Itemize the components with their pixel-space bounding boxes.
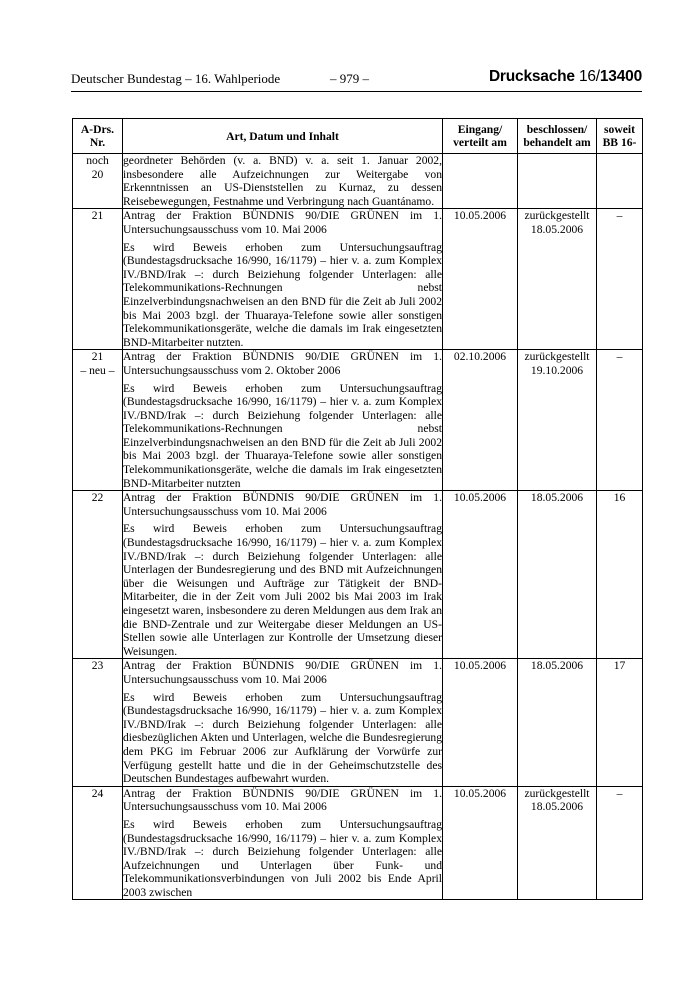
row-eingang: 10.05.2006 [443,786,518,900]
row-nr: 23 [73,659,123,786]
row-beschlossen [518,154,597,209]
row-content: geordneter Behörden (v. a. BND) v. a. seit 1. Januar 2002, insbesondere alle Aufzeichnungen zur Weitergabe von Erkenntnissen an US-Dienststellen zu Kurnaz, zu dessen Reisebewegungen, Festnahme und Verbringung nach Guantánamo. [123,154,442,208]
records-table [72,118,643,900]
header-drucksache [489,68,642,86]
table-row [73,491,643,659]
header-page-number: – 979 – [330,71,369,86]
row-beschlossen: 18.05.2006 [518,491,597,659]
table-header-row [73,119,643,154]
row-beschlossen: zurückgestellt 18.05.2006 [518,209,597,350]
row-nr: 21 – neu – [73,350,123,491]
table-row [73,209,643,350]
row-content: Antrag der Fraktion BÜNDNIS 90/DIE GRÜNEN im 1. Untersuchungsausschuss vom 10. Mai 2006 Es wird Beweis erhoben zum Untersuchungsauftrag (Bundestagsdrucksache 16/990, 16/1179) – hier v. a. zum Komplex IV./BND/Irak –: durch Beiziehung folgender Unterlagen: alle Telekommunikations-Rechnungen nebst Einzelverbindungsnachweisen an den BND für die Zeit ab Juli 2002 bis Mai 2003 bzgl. der Thuaraya-Telefone sowie aller sonstigen Telekommunikationsgeräte, welche die damals im Irak eingesetzten BND-Mitarbeiter nutzten. [123,209,442,349]
row-content: Antrag der Fraktion BÜNDNIS 90/DIE GRÜNEN im 1. Untersuchungsausschuss vom 10. Mai 2006 Es wird Beweis erhoben zum Untersuchungsauftrag (Bundestagsdrucksache 16/990, 16/1179) – hier v. a. zum Komplex IV./BND/Irak –: durch Beiziehung folgender Unterlagen: alle Unterlagen der Bundesregierung und des BND mit Aufzeichnungen über die Weisungen und Aufträge zur Tätigkeit der BND-Mitarbeiter, die in der Zeit vom Juli 2002 bis Mai 2003 im Irak eingesetzt waren, insbesondere zu deren Meldungen aus dem Irak an die BND-Zentrale und zur Weitergabe dieser Meldungen an US-Stellen sowie alle Unterlagen zur Kontrolle der Umsetzung dieser Weisungen. [123,491,442,658]
row-nr: 22 [73,491,123,659]
col-header-eingang: Eingang/ verteilt am [443,119,518,154]
row-content: Antrag der Fraktion BÜNDNIS 90/DIE GRÜNEN im 1. Untersuchungsausschuss vom 10. Mai 2006 Es wird Beweis erhoben zum Untersuchungsauftrag (Bundestagsdrucksache 16/990, 16/1179) – hier v. a. zum Komplex IV./BND/Irak –: durch Beiziehung folgender Unterlagen: alle diesbezüglichen Akten und Unterlagen, welche die Bundesregierung dem PKG im Februar 2006 zur Aufklärung der Vorwürfe zur Verfügung gestellt hatte und die in der Geheimschutzstelle des Deutschen Bundestages aufbewahrt wurden. [123,659,442,786]
table-row [73,786,643,900]
page-header [71,69,642,92]
row-eingang: 10.05.2006 [443,209,518,350]
col-header-beschlossen: beschlossen/ behandelt am [518,119,597,154]
table-row [73,659,643,786]
table-row [73,154,643,209]
row-content: Antrag der Fraktion BÜNDNIS 90/DIE GRÜNEN im 1. Untersuchungsausschuss vom 2. Oktober 2006 Es wird Beweis erhoben zum Untersuchungsauftrag (Bundestagsdrucksache 16/990, 16/1179) – hier v. a. zum Komplex IV./BND/Irak –: durch Beiziehung folgender Unterlagen: alle Telekommunikations-Rechnungen nebst Einzelverbindungsnachweisen an den BND für die Zeit ab Juli 2002 bis Mai 2003 bzgl. der Thuaraya-Telefone sowie aller sonstigen Telekommunikationsgeräte, welche die damals im Irak eingesetzten BND-Mitarbeiter nutzten [123,350,442,490]
row-eingang: 10.05.2006 [443,491,518,659]
row-nr: 21 [73,209,123,350]
header-publication: Deutscher Bundestag – 16. Wahlperiode [71,71,281,86]
row-nr: noch 20 [73,154,123,209]
row-beschlossen: 18.05.2006 [518,659,597,786]
row-eingang [443,154,518,209]
col-header-nr: A-Drs. Nr. [73,119,123,154]
row-content: Antrag der Fraktion BÜNDNIS 90/DIE GRÜNEN im 1. Untersuchungsausschuss vom 10. Mai 2006 Es wird Beweis erhoben zum Untersuchungsauftrag (Bundestagsdrucksache 16/990, 16/1179) – hier v. a. zum Komplex IV./BND/Irak –: durch Beiziehung folgender Unterlagen: alle Aufzeichnungen und Unterlagen über Funk- und Telekommunikationsverbindungen von Juli 2002 bis Ende April 2003 zwischen [123,786,442,899]
col-header-bb: soweit BB 16- [597,119,643,154]
drucksache-label: Drucksache [488,68,579,85]
row-bb [597,154,643,209]
drucksache-number-a: 16/ [578,68,600,85]
row-bb: 17 [597,659,643,786]
row-bb: – [597,786,643,900]
row-beschlossen: zurückgestellt 18.05.2006 [518,786,597,900]
table-row [73,350,643,491]
row-bb: – [597,209,643,350]
row-nr: 24 [73,786,123,900]
row-beschlossen: zurückgestellt 19.10.2006 [518,350,597,491]
row-eingang: 10.05.2006 [443,659,518,786]
drucksache-number-b: 13400 [599,68,642,85]
row-bb: 16 [597,491,643,659]
row-bb: – [597,350,643,491]
col-header-content: Art, Datum und Inhalt [123,119,443,154]
row-eingang: 02.10.2006 [443,350,518,491]
